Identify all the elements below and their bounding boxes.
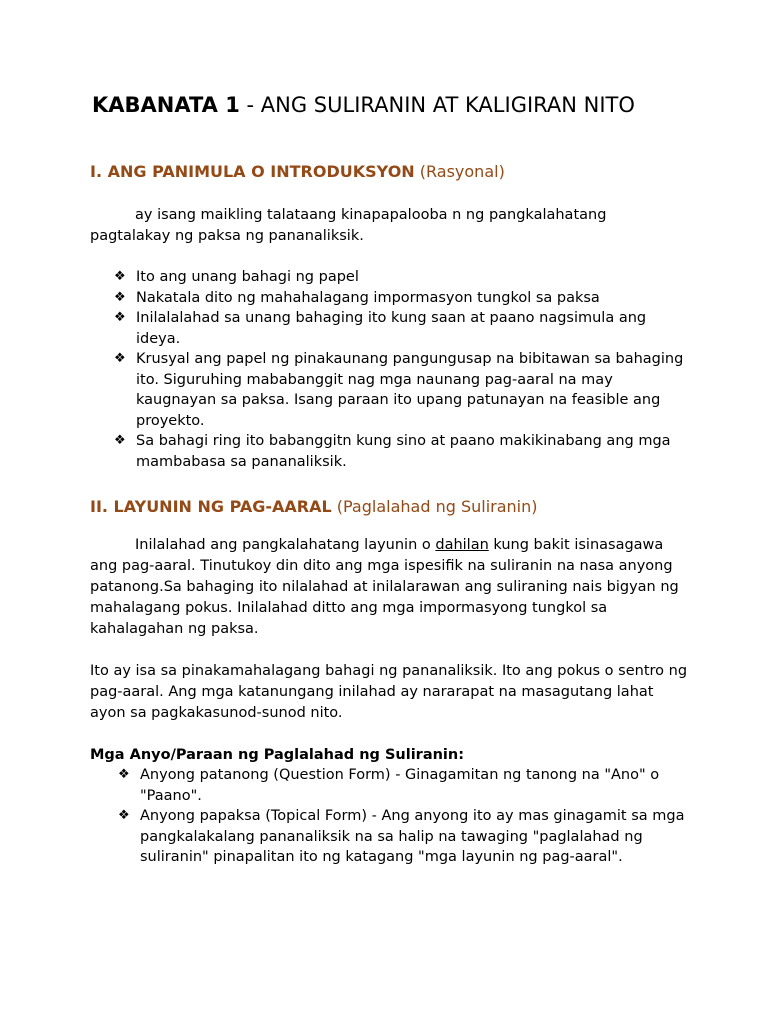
list-item [114, 308, 684, 349]
diamond-bullet-icon: ❖ [118, 767, 130, 782]
diamond-bullet-icon: ❖ [114, 310, 126, 325]
list-item-text: Inilalalahad sa unang bahaging ito kung saan at paano nagsimula ang ideya. [136, 310, 647, 347]
section1-heading-main: I. ANG PANIMULA O INTRODUKSYON [90, 162, 415, 181]
list-item [114, 349, 684, 431]
list-item-text: Ito ang unang bahagi ng papel [136, 269, 359, 285]
section2-heading [90, 496, 537, 518]
section2-heading-sub: (Paglalahad ng Suliranin) [331, 497, 538, 516]
diamond-bullet-icon: ❖ [114, 289, 126, 305]
diamond-bullet-icon: ❖ [114, 433, 126, 448]
list-item [118, 765, 688, 806]
chapter-number: KABANATA 1 [92, 93, 240, 117]
list-item [118, 806, 688, 868]
paragraph-text: Ito ay isa sa pinakamahalagang bahagi ng pananaliksik. Ito ang pokus o sentro ng pag-aaral. Ang mga katanungang inilahad ay nararapat na masagutang lahat ayon sa pagkakasunod-sunod nito. [90, 663, 688, 721]
diamond-bullet-icon: ❖ [114, 351, 126, 366]
diamond-bullet-icon: ❖ [114, 269, 126, 284]
section1-intro-text: ay isang maikling talataang kinapapalooba n ng pangkalahatang pagtalakay ng paksa ng pananaliksik. [90, 207, 607, 244]
underlined-word: dahilan [435, 537, 489, 553]
paragraph-text: Inilalahad ang pangkalahatang layunin o [135, 537, 436, 553]
list-item-text: Anyong patanong (Question Form) - Ginagamitan ng tanong na "Ano" o "Paano". [140, 767, 660, 804]
paragraph-text: kung bakit isinasagawa ang pag-aaral. Tinutukoy din dito ang mga ispesifik na suliranin na nasa anyong patanong.Sa bahaging ito nilalahad at inilalarawan ang suliraning nais bigyan ng mahalagang pokus. Inilalahad ditto ang mga impormasyong tungkol sa kahalagahan ng paksa. [90, 537, 679, 637]
section1-intro [90, 205, 690, 247]
section2-heading-main: II. LAYUNIN NG PAG-AARAL [90, 497, 332, 516]
section2-paragraph-1 [90, 535, 690, 640]
section1-heading [90, 161, 505, 183]
list-item [114, 267, 684, 288]
section1-bullet-list [114, 267, 684, 472]
chapter-name: - ANG SULIRANIN AT KALIGIRAN NITO [239, 93, 635, 117]
section1-heading-sub: (Rasyonal) [414, 162, 505, 181]
list-item [114, 431, 684, 472]
section2-paragraph-2 [90, 661, 690, 724]
section2-bullet-list [118, 765, 688, 868]
chapter-title [92, 90, 732, 120]
list-item-text: Krusyal ang papel ng pinakaunang pangungusap na bibitawan sa bahaging ito. Siguruhing mababanggit nag mga naunang pag-aaral na may kaugnayan sa paksa. Isang paraan ito upang patunayan na feasible ang proyekto. [136, 351, 684, 429]
list-item-text: Nakatala dito ng mahahalagang impormasyon tungkol sa paksa [136, 289, 600, 306]
subheading: Mga Anyo/Paraan ng Paglalahad ng Suliranin: [90, 747, 465, 763]
list-item [114, 288, 684, 309]
diamond-bullet-icon: ❖ [118, 808, 130, 823]
list-item-text: Anyong papaksa (Topical Form) - Ang anyong ito ay mas ginagamit sa mga pangkalakalang pananaliksik na sa halip na tawaging "paglalahad ng suliranin" pinapalitan ito ng katagang "mga layunin ng pag-aaral". [140, 808, 685, 865]
list-item-text: Sa bahagi ring ito babanggitn kung sino at paano makikinabang ang mga mambabasa sa pananaliksik. [136, 433, 671, 470]
